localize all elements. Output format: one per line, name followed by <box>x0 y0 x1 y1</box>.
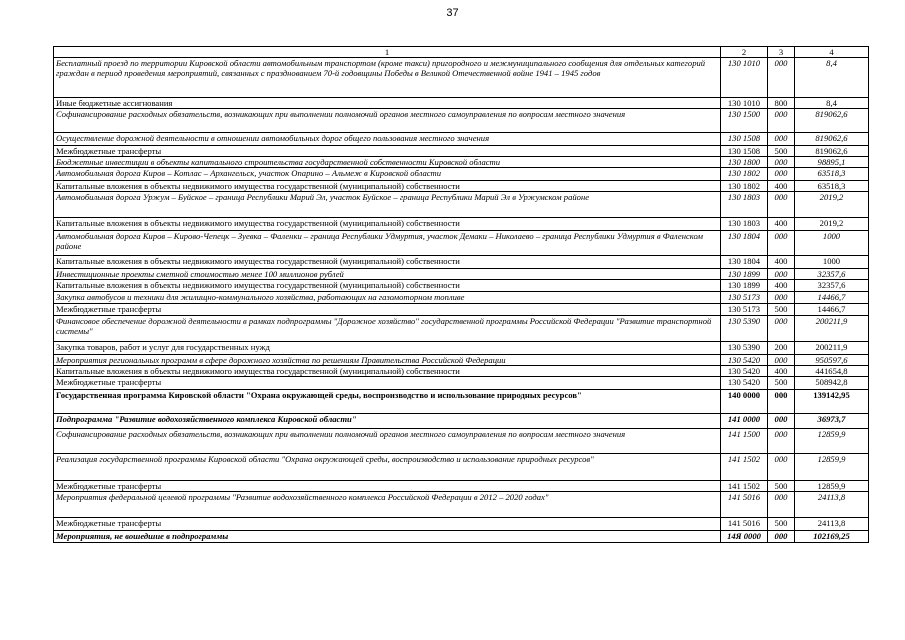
amount-value: 819062,6 <box>795 146 869 157</box>
amount-value: 12859,9 <box>795 454 869 481</box>
budget-code: 130 1508 <box>721 133 768 146</box>
budget-code: 141 5016 <box>721 492 768 518</box>
row-label: Реализация государственной программы Кировской области "Охрана окружающей среды, воспроизводство и использование природных ресурсов" <box>54 454 721 481</box>
expense-type-code: 000 <box>768 231 795 256</box>
amount-value: 32357,6 <box>795 269 869 280</box>
row-label: Автомобильная дорога Уржум – Буйское – граница Республики Марий Эл, участок Буйское – граница Республики Марий Эл в Уржумском районе <box>54 192 721 218</box>
amount-value: 819062,6 <box>795 133 869 146</box>
table-row <box>54 429 869 454</box>
table-row <box>54 58 869 98</box>
amount-value: 508942,8 <box>795 377 869 390</box>
expense-type-code: 000 <box>768 269 795 280</box>
table-row <box>54 377 869 390</box>
header-col-1: 1 <box>54 47 721 58</box>
table-row <box>54 304 869 316</box>
budget-code: 14Я 0000 <box>721 531 768 543</box>
amount-value: 32357,6 <box>795 280 869 292</box>
expense-type-code: 000 <box>768 390 795 414</box>
expense-type-code: 000 <box>768 58 795 98</box>
table-row <box>54 390 869 414</box>
expense-type-code: 500 <box>768 304 795 316</box>
table-row <box>54 98 869 109</box>
row-label: Межбюджетные трансферты <box>54 481 721 492</box>
budget-code: 130 1802 <box>721 168 768 181</box>
table-row <box>54 454 869 481</box>
amount-value: 36973,7 <box>795 414 869 429</box>
expense-type-code: 400 <box>768 280 795 292</box>
table-row <box>54 157 869 168</box>
header-col-4: 4 <box>795 47 869 58</box>
table-row <box>54 146 869 157</box>
budget-code: 130 5390 <box>721 316 768 342</box>
expense-type-code: 000 <box>768 192 795 218</box>
row-label: Подпрограмма "Развитие водохозяйственного комплекса Кировской области" <box>54 414 721 429</box>
expense-type-code: 400 <box>768 218 795 231</box>
row-label: Мероприятия региональных программ в сфере дорожного хозяйства по решениям Правительства Российской Федерации <box>54 355 721 366</box>
budget-code: 130 1802 <box>721 181 768 192</box>
expense-type-code: 200 <box>768 342 795 355</box>
table-row <box>54 218 869 231</box>
table-row <box>54 168 869 181</box>
budget-code: 130 5420 <box>721 377 768 390</box>
row-label: Капитальные вложения в объекты недвижимого имущества государственной (муниципальной) собственности <box>54 256 721 269</box>
row-label: Автомобильная дорога Киров – Кирово-Чепецк – Зуевка – Фаленки – граница Республики Удмуртия, участок Демаки – Николаево – граница Республики Удмуртия в Фаленском районе <box>54 231 721 256</box>
row-label: Капитальные вложения в объекты недвижимого имущества государственной (муниципальной) собственности <box>54 218 721 231</box>
amount-value: 819062,6 <box>795 109 869 133</box>
row-label: Иные бюджетные ассигнования <box>54 98 721 109</box>
table-row <box>54 342 869 355</box>
row-label: Инвестиционные проекты сметной стоимостью менее 100 миллионов рублей <box>54 269 721 280</box>
expense-type-code: 000 <box>768 429 795 454</box>
amount-value: 102169,25 <box>795 531 869 543</box>
row-label: Межбюджетные трансферты <box>54 146 721 157</box>
row-label: Осуществление дорожной деятельности в отношении автомобильных дорог общего пользования местного значения <box>54 133 721 146</box>
budget-code: 130 5390 <box>721 342 768 355</box>
amount-value: 12859,9 <box>795 429 869 454</box>
row-label: Закупка автобусов и техники для жилищно-коммунального хозяйства, работающих на газомоторном топливе <box>54 292 721 304</box>
amount-value: 63518,3 <box>795 181 869 192</box>
budget-code: 130 1804 <box>721 231 768 256</box>
expense-type-code: 000 <box>768 355 795 366</box>
expense-type-code: 400 <box>768 256 795 269</box>
budget-code: 130 5173 <box>721 304 768 316</box>
expense-type-code: 000 <box>768 454 795 481</box>
amount-value: 98895,1 <box>795 157 869 168</box>
row-label: Капитальные вложения в объекты недвижимого имущества государственной (муниципальной) собственности <box>54 181 721 192</box>
amount-value: 2019,2 <box>795 192 869 218</box>
expense-type-code: 000 <box>768 157 795 168</box>
header-row <box>54 47 869 58</box>
amount-value: 200211,9 <box>795 342 869 355</box>
budget-code: 130 1800 <box>721 157 768 168</box>
table-row <box>54 269 869 280</box>
amount-value: 1000 <box>795 231 869 256</box>
row-label: Государственная программа Кировской области "Охрана окружающей среды, воспроизводство и использование природных ресурсов" <box>54 390 721 414</box>
expense-type-code: 400 <box>768 181 795 192</box>
budget-code: 130 5173 <box>721 292 768 304</box>
table-row <box>54 109 869 133</box>
expense-type-code: 500 <box>768 146 795 157</box>
row-label: Мероприятия федеральной целевой программы "Развитие водохозяйственного комплекса Российской Федерации в 2012 – 2020 годах" <box>54 492 721 518</box>
budget-code: 130 1803 <box>721 192 768 218</box>
table-row <box>54 256 869 269</box>
budget-code: 130 1010 <box>721 58 768 98</box>
amount-value: 14466,7 <box>795 304 869 316</box>
header-col-3: 3 <box>768 47 795 58</box>
table-row <box>54 133 869 146</box>
table-row <box>54 280 869 292</box>
expense-type-code: 500 <box>768 518 795 531</box>
amount-value: 63518,3 <box>795 168 869 181</box>
amount-value: 200211,9 <box>795 316 869 342</box>
table-row <box>54 481 869 492</box>
expense-type-code: 000 <box>768 168 795 181</box>
amount-value: 8,4 <box>795 98 869 109</box>
amount-value: 1000 <box>795 256 869 269</box>
budget-code: 130 5420 <box>721 355 768 366</box>
amount-value: 441654,8 <box>795 366 869 377</box>
row-label: Межбюджетные трансферты <box>54 518 721 531</box>
budget-code: 141 5016 <box>721 518 768 531</box>
expense-type-code: 500 <box>768 481 795 492</box>
row-label: Софинансирование расходных обязательств, возникающих при выполнении полномочий органов местного самоуправления по вопросам местного значения <box>54 429 721 454</box>
budget-code: 141 1500 <box>721 429 768 454</box>
expense-type-code: 400 <box>768 366 795 377</box>
row-label: Закупка товаров, работ и услуг для государственных нужд <box>54 342 721 355</box>
budget-code: 141 0000 <box>721 414 768 429</box>
budget-table-body <box>54 47 869 543</box>
expense-type-code: 000 <box>768 492 795 518</box>
amount-value: 12859,9 <box>795 481 869 492</box>
row-label: Софинансирование расходных обязательств, возникающих при выполнении полномочий органов местного самоуправления по вопросам местного значения <box>54 109 721 133</box>
table-row <box>54 181 869 192</box>
row-label: Бесплатный проезд по территории Кировской области автомобильным транспортом (кроме такси) пригородного и межмуниципального сообщения для отдельных категорий граждан в период проведения мероприятий, связанных с празднованием 70-й годовщины Победы в Великой Отечественной войне 1941 – 1945 годов <box>54 58 721 98</box>
table-row <box>54 531 869 543</box>
row-label: Межбюджетные трансферты <box>54 377 721 390</box>
budget-code: 130 1899 <box>721 280 768 292</box>
budget-code: 130 5420 <box>721 366 768 377</box>
amount-value: 139142,95 <box>795 390 869 414</box>
expense-type-code: 500 <box>768 377 795 390</box>
budget-code: 141 1502 <box>721 481 768 492</box>
table-row <box>54 414 869 429</box>
table-row <box>54 355 869 366</box>
budget-code: 130 1803 <box>721 218 768 231</box>
expense-type-code: 000 <box>768 531 795 543</box>
page-number: 37 <box>446 7 459 19</box>
budget-code: 130 1500 <box>721 109 768 133</box>
expense-type-code: 800 <box>768 98 795 109</box>
row-label: Автомобильная дорога Киров – Котлас – Архангельск, участок Опарино – Альмеж в Кировской области <box>54 168 721 181</box>
table-row <box>54 292 869 304</box>
amount-value: 950597,6 <box>795 355 869 366</box>
amount-value: 8,4 <box>795 58 869 98</box>
budget-code: 141 1502 <box>721 454 768 481</box>
row-label: Бюджетные инвестиции в объекты капитального строительства государственной собственности Кировской области <box>54 157 721 168</box>
table-row <box>54 518 869 531</box>
row-label: Финансовое обеспечение дорожной деятельности в рамках подпрограммы "Дорожное хозяйство" государственной программы Российской Федерации "Развитие транспортной системы" <box>54 316 721 342</box>
expense-type-code: 000 <box>768 133 795 146</box>
amount-value: 2019,2 <box>795 218 869 231</box>
table-row <box>54 366 869 377</box>
row-label: Капитальные вложения в объекты недвижимого имущества государственной (муниципальной) собственности <box>54 280 721 292</box>
budget-code: 130 1899 <box>721 269 768 280</box>
budget-code: 140 0000 <box>721 390 768 414</box>
budget-code: 130 1508 <box>721 146 768 157</box>
row-label: Межбюджетные трансферты <box>54 304 721 316</box>
table-row <box>54 316 869 342</box>
budget-code: 130 1804 <box>721 256 768 269</box>
table-row <box>54 192 869 218</box>
budget-code: 130 1010 <box>721 98 768 109</box>
amount-value: 24113,8 <box>795 492 869 518</box>
row-label: Капитальные вложения в объекты недвижимого имущества государственной (муниципальной) собственности <box>54 366 721 377</box>
budget-table <box>53 46 869 543</box>
expense-type-code: 000 <box>768 414 795 429</box>
amount-value: 24113,8 <box>795 518 869 531</box>
expense-type-code: 000 <box>768 109 795 133</box>
header-col-2: 2 <box>721 47 768 58</box>
expense-type-code: 000 <box>768 316 795 342</box>
amount-value: 14466,7 <box>795 292 869 304</box>
table-row <box>54 231 869 256</box>
expense-type-code: 000 <box>768 292 795 304</box>
table-row <box>54 492 869 518</box>
row-label: Мероприятия, не вошедшие в подпрограммы <box>54 531 721 543</box>
